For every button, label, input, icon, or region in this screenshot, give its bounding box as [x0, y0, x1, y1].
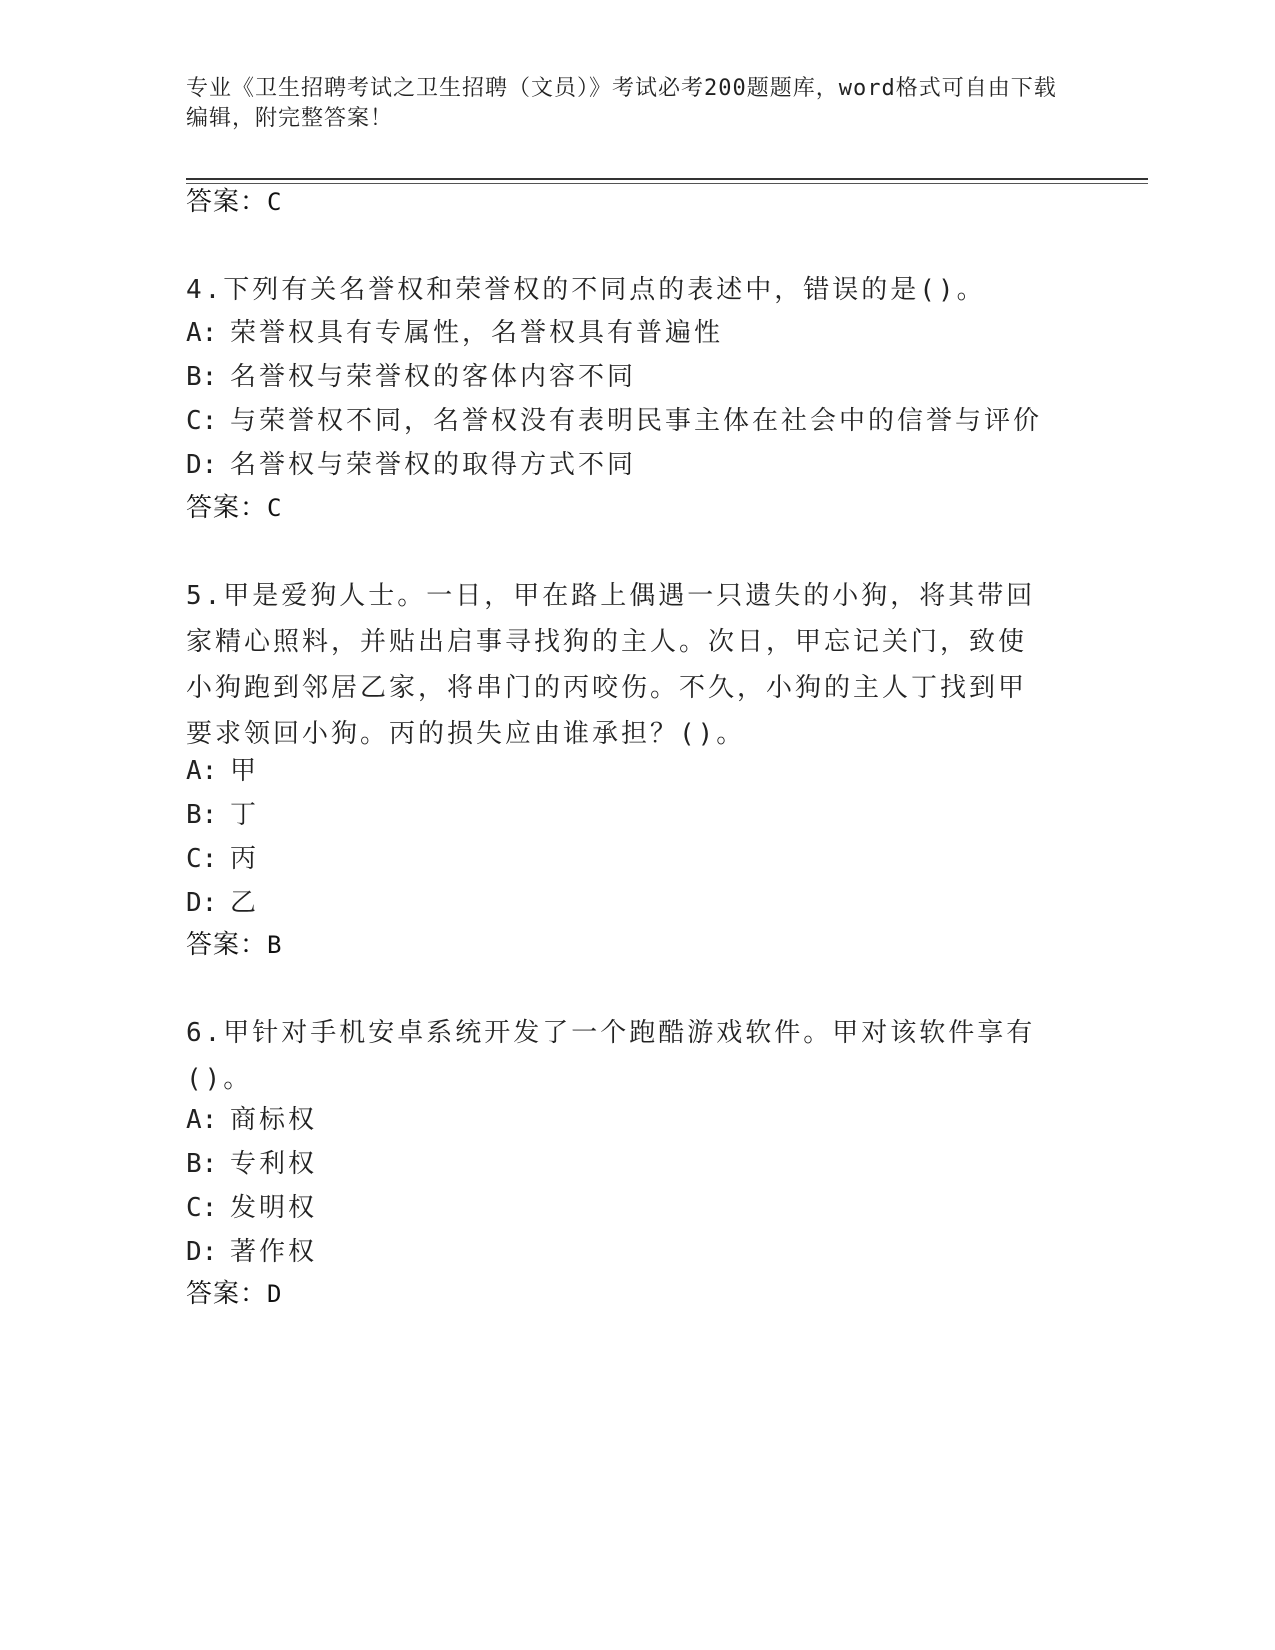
option-text: 商标权: [230, 1105, 318, 1135]
option-text: 专利权: [230, 1149, 318, 1179]
question-4-answer: [186, 492, 1066, 524]
option-key: D:: [186, 450, 218, 480]
option-key: B:: [186, 1149, 218, 1179]
answer-label: 答案：: [186, 1279, 268, 1309]
option-text: 荣誉权具有专属性，名誉权具有普遍性: [230, 318, 724, 348]
answer-value: C: [267, 188, 283, 216]
question-6-text: 6.甲针对手机安卓系统开发了一个跑酷游戏软件。甲对该软件享有()。: [186, 1018, 1036, 1094]
option-key: A:: [186, 1105, 218, 1135]
document-header: 专业《卫生招聘考试之卫生招聘（文员）》考试必考200题题库，word格式可自由下载编辑，附完整答案！: [186, 76, 1057, 131]
question-4-option-b: [186, 355, 1066, 400]
question-4-option-d: [186, 443, 1066, 488]
option-text: 名誉权与荣誉权的取得方式不同: [230, 450, 637, 480]
question-5-option-d: [186, 881, 1066, 926]
answer-label: 答案：: [186, 187, 268, 217]
question-5-option-c: [186, 837, 1066, 882]
answer-label: 答案：: [186, 493, 268, 523]
question-5-answer: [186, 929, 1066, 961]
option-key: C:: [186, 1193, 218, 1223]
answer-value: B: [267, 931, 283, 959]
answer-value: D: [267, 1280, 283, 1308]
option-key: C:: [186, 406, 218, 436]
answer-value: C: [267, 494, 283, 522]
question-6-answer: [186, 1278, 1066, 1310]
option-key: B:: [186, 800, 218, 830]
option-text: 发明权: [230, 1193, 318, 1223]
question-6-option-a: [186, 1098, 1066, 1143]
question-6-option-c: [186, 1186, 1066, 1231]
option-text: 著作权: [230, 1237, 318, 1267]
question-6-option-b: [186, 1142, 1066, 1187]
question-6-option-d: [186, 1230, 1066, 1275]
option-text: 丁: [230, 800, 260, 830]
answer-line-prev: [186, 186, 1066, 218]
option-key: D:: [186, 888, 218, 918]
option-key: A:: [186, 756, 218, 786]
option-text: 乙: [230, 888, 260, 918]
question-5-option-a: [186, 749, 1066, 794]
option-key: A:: [186, 318, 218, 348]
question-4-option-a: [186, 311, 1066, 356]
option-key: C:: [186, 844, 218, 874]
option-text: 名誉权与荣誉权的客体内容不同: [230, 362, 637, 392]
header-rule-thick: [186, 178, 1148, 180]
question-5-text: 5.甲是爱狗人士。一日，甲在路上偶遇一只遗失的小狗，将其带回家精心照料，并贴出启事寻找狗的主人。次日，甲忘记关门，致使小狗跑到邻居乙家，将串门的丙咬伤。不久，小狗的主人丁找到甲要求领回小狗。丙的损失应由谁承担？()。: [186, 581, 1036, 749]
answer-label: 答案：: [186, 930, 268, 960]
question-5-option-b: [186, 793, 1066, 838]
option-key: B:: [186, 362, 218, 392]
question-4-option-c: [186, 399, 1066, 444]
question-4-text: 4.下列有关名誉权和荣誉权的不同点的表述中，错误的是()。: [186, 275, 986, 305]
option-text: 甲: [230, 756, 260, 786]
option-key: D:: [186, 1237, 218, 1267]
option-text: 与荣誉权不同，名誉权没有表明民事主体在社会中的信誉与评价: [230, 406, 1043, 436]
option-text: 丙: [230, 844, 260, 874]
header-rule-thin: [186, 183, 1148, 184]
